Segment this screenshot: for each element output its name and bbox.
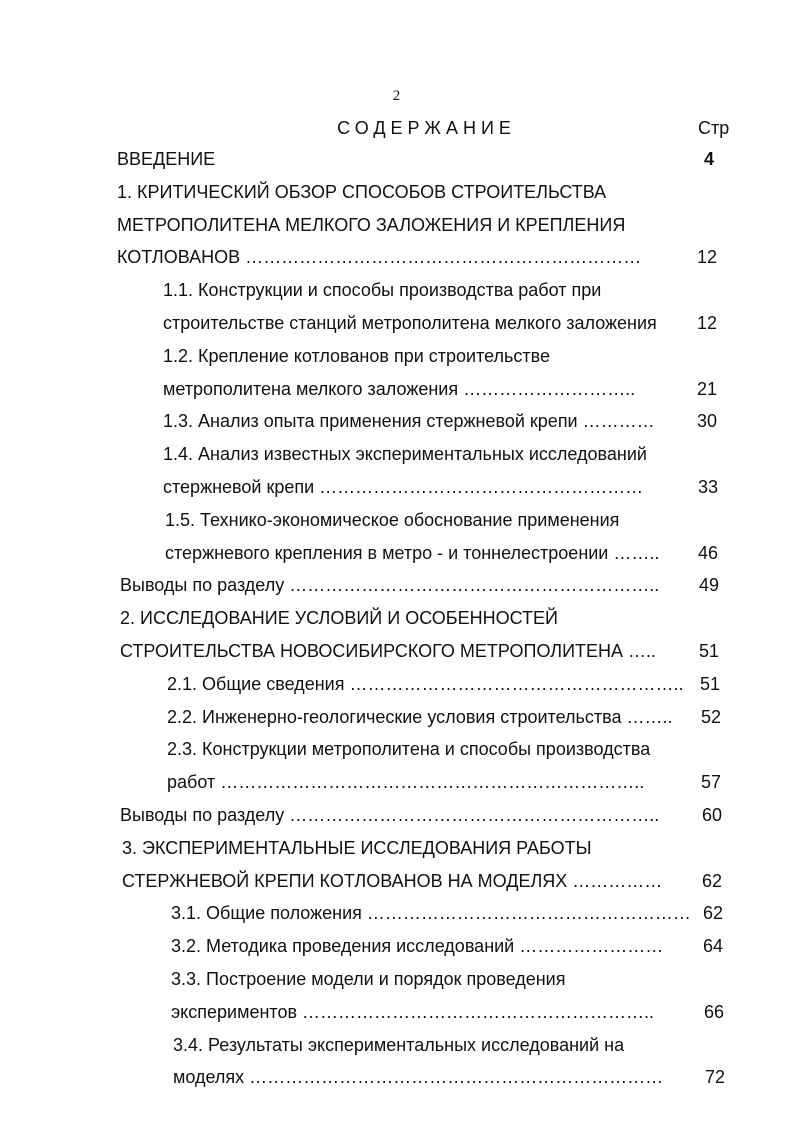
- toc-entry-text: МЕТРОПОЛИТЕНА МЕЛКОГО ЗАЛОЖЕНИЯ И КРЕПЛЕНИЯ: [117, 214, 626, 235]
- toc-entry: [0, 504, 793, 537]
- toc-entry: [0, 963, 793, 996]
- toc-entry-text: 1.2. Крепление котлованов при строительстве: [163, 345, 551, 366]
- toc-entry: [0, 897, 793, 930]
- toc-entry: [0, 1029, 793, 1062]
- toc-entry-text: 3.2. Методика проведения исследований ……………………: [171, 936, 664, 957]
- toc-entry-text: моделях ……………………………………………………………: [173, 1067, 664, 1088]
- toc-entry: [0, 405, 793, 438]
- toc-entry-page: 4: [703, 149, 714, 169]
- toc-entry-page: 30: [696, 411, 717, 432]
- toc-entry: [0, 799, 793, 832]
- toc-entry-text: 3.1. Общие положения ………………………………………………: [171, 903, 691, 924]
- toc-entry: [0, 569, 793, 602]
- toc-entry-text: 2.1. Общие сведения ………………………………………………..: [167, 673, 684, 694]
- toc-entry-page: 49: [698, 575, 719, 596]
- page-column-label: Стр: [698, 118, 730, 138]
- toc-entry-text: 3.4. Результаты экспериментальных исследований на: [173, 1034, 625, 1055]
- toc-entry: [0, 471, 793, 504]
- toc-entry-text: 1. КРИТИЧЕСКИЙ ОБЗОР СПОСОБОВ СТРОИТЕЛЬСТВА: [117, 181, 607, 202]
- toc-entry: [0, 733, 793, 766]
- table-of-contents: [0, 143, 793, 1094]
- toc-entry-page: 72: [704, 1067, 725, 1088]
- toc-entry-text: 3.3. Построение модели и порядок проведения: [171, 968, 566, 989]
- toc-entry-page: 33: [697, 476, 718, 497]
- toc-entry-page: 12: [696, 247, 717, 268]
- toc-entry: [0, 766, 793, 799]
- toc-entry: [0, 996, 793, 1029]
- toc-entry-text: 1.3. Анализ опыта применения стержневой крепи …………: [163, 411, 655, 432]
- toc-entry-page: 57: [700, 772, 721, 793]
- toc-entry: [0, 373, 793, 406]
- toc-entry-text: 1.5. Технико-экономическое обоснование применения: [165, 509, 620, 530]
- toc-entry-page: 60: [701, 804, 722, 825]
- page-number: 2: [392, 88, 401, 104]
- toc-entry-text: работ ……………………………………………………………..: [167, 772, 645, 793]
- toc-entry-page: 62: [702, 903, 723, 924]
- toc-entry-text: ВВЕДЕНИЕ: [117, 149, 216, 169]
- toc-entry-page: 64: [702, 936, 723, 957]
- toc-entry-text: 2.3. Конструкции метрополитена и способы производства: [167, 739, 651, 760]
- toc-entry-text: стержневого крепления в метро - и тоннелестроении ……..: [165, 542, 660, 563]
- toc-entry-text: 2. ИССЛЕДОВАНИЕ УСЛОВИЙ И ОСОБЕННОСТЕЙ: [120, 608, 558, 629]
- toc-entry-text: 1.4. Анализ известных экспериментальных исследований: [163, 444, 647, 465]
- toc-entry-text: 3. ЭКСПЕРИМЕНТАЛЬНЫЕ ИССЛЕДОВАНИЯ РАБОТЫ: [122, 837, 592, 858]
- toc-entry: [0, 1061, 793, 1094]
- toc-entry: [0, 930, 793, 963]
- toc-entry-text: Выводы по разделу ……………………………………………………..: [120, 575, 660, 596]
- toc-entry-page: 51: [699, 673, 720, 694]
- toc-title: СОДЕРЖАНИЕ: [337, 118, 516, 138]
- toc-entry: [0, 668, 793, 701]
- toc-entry: [0, 176, 793, 209]
- toc-entry-page: 51: [698, 640, 719, 661]
- toc-entry: [0, 143, 793, 176]
- toc-entry-text: Выводы по разделу ……………………………………………………..: [120, 804, 660, 825]
- toc-entry: [0, 340, 793, 373]
- toc-entry-text: СТРОИТЕЛЬСТВА НОВОСИБИРСКОГО МЕТРОПОЛИТЕНА …..: [120, 640, 657, 661]
- toc-entry: [0, 635, 793, 668]
- toc-entry: [0, 209, 793, 242]
- toc-entry-text: КОТЛОВАНОВ …………………………………………………………: [117, 247, 642, 268]
- toc-entry-page: 66: [703, 1001, 724, 1022]
- toc-entry-text: 2.2. Инженерно-геологические условия строительства ……..: [167, 706, 673, 727]
- toc-entry: [0, 241, 793, 274]
- toc-entry: [0, 602, 793, 635]
- toc-entry-page: 52: [700, 706, 721, 727]
- toc-entry-text: экспериментов …………………………………………………..: [171, 1001, 655, 1022]
- toc-entry-page: 46: [697, 542, 718, 563]
- toc-entry-text: стержневой крепи ………………………………………………: [163, 476, 644, 497]
- toc-entry-page: 21: [696, 378, 717, 399]
- toc-entry: [0, 537, 793, 570]
- toc-entry-page: 62: [701, 870, 722, 891]
- toc-entry: [0, 438, 793, 471]
- toc-entry-text: строительстве станций метрополитена мелкого заложения: [163, 312, 657, 333]
- toc-entry-text: метрополитена мелкого заложения ………………………..: [163, 378, 636, 399]
- toc-entry-text: СТЕРЖНЕВОЙ КРЕПИ КОТЛОВАНОВ НА МОДЕЛЯХ ……………: [122, 870, 663, 891]
- toc-entry: [0, 307, 793, 340]
- toc-entry-text: 1.1. Конструкции и способы производства работ при: [163, 280, 602, 301]
- toc-entry: [0, 865, 793, 898]
- toc-entry: [0, 832, 793, 865]
- toc-entry-page: 12: [696, 312, 717, 333]
- toc-entry: [0, 701, 793, 734]
- toc-entry: [0, 274, 793, 307]
